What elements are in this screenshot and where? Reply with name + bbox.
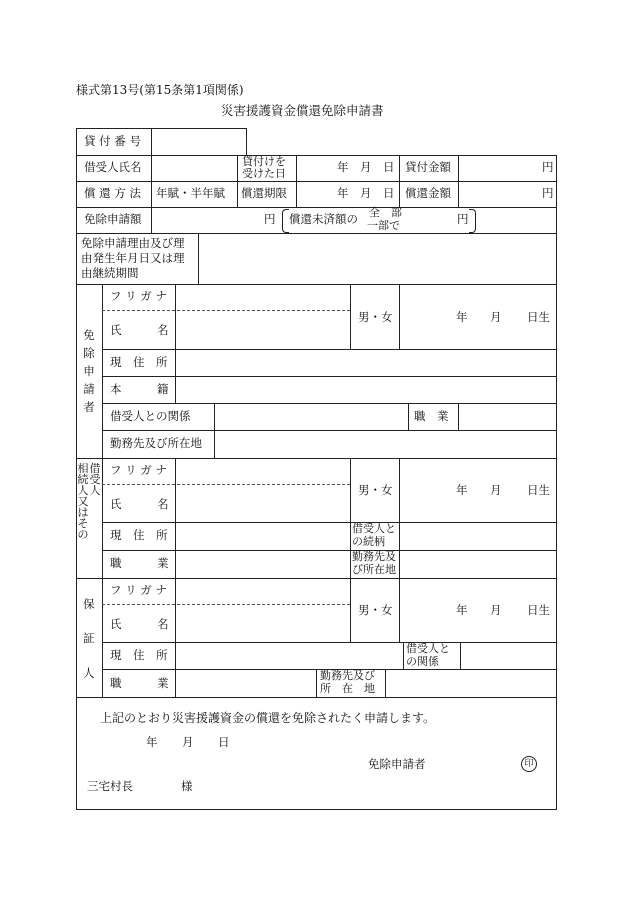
applicant-address-label: 現 住 所	[110, 355, 168, 369]
reason-label-1: 免除申請理由及び理	[81, 236, 185, 250]
repay-deadline-label: 償還期限	[241, 186, 287, 200]
applicant-furigana-label: フ リ ガ ナ	[110, 289, 167, 303]
applicant-relation-label: 借受人との関係	[110, 409, 191, 423]
heir-section-label-col1: 相続人又はその	[77, 462, 89, 541]
guarantor-birth-year: 年	[456, 603, 468, 617]
heir-birth-year: 年	[456, 483, 468, 497]
form-title: 災害援護資金償還免除申請書	[221, 103, 384, 118]
heir-name-label-b: 名	[157, 497, 169, 511]
applicant-domicile-label-a: 本	[110, 382, 122, 396]
heir-workplace-label-2: び所在地	[352, 563, 396, 576]
addressee: 三宅村長	[87, 779, 133, 793]
applicant-name-label-a: 氏	[110, 323, 122, 337]
applicant-occupation-label: 職 業	[414, 409, 449, 423]
bracket-left	[282, 209, 289, 233]
reason-label-3: 由継続期間	[81, 266, 139, 280]
loan-amount-label: 貸付金額	[405, 160, 451, 174]
guarantor-furigana-label: フ リ ガ ナ	[110, 583, 167, 597]
heir-occupation-label-a: 職	[110, 556, 122, 570]
reason-label-2: 由発生年月日又は理	[81, 251, 185, 265]
guarantor-address-label: 現 住 所	[110, 648, 168, 662]
loan-amount-yen: 円	[542, 160, 554, 174]
loan-number-label: 貸 付 番 号	[84, 134, 141, 148]
applicant-birth-month: 月	[490, 310, 502, 324]
guarantor-name-label-b: 名	[157, 617, 169, 631]
form-number: 様式第13号(第15条第1項関係)	[76, 83, 244, 97]
guarantor-section-label-b: 証	[83, 631, 95, 645]
guarantor-name-label-a: 氏	[110, 617, 122, 631]
date-received-label-1: 貸付けを	[242, 155, 286, 168]
heir-address-label: 現 住 所	[110, 528, 168, 542]
date-received-label-2: 受けた日	[242, 167, 286, 180]
guarantor-workplace-label-2: 所 在 地	[320, 682, 375, 695]
heir-name-label-a: 氏	[110, 497, 122, 511]
footer-date-year: 年	[146, 735, 158, 749]
guarantor-occupation-label-b: 業	[157, 676, 169, 690]
applicant-birth-day: 日生	[527, 310, 550, 324]
guarantor-section-label-a: 保	[83, 597, 95, 611]
exemption-amount-yen: 円	[264, 212, 276, 226]
exemption-amount-label: 免除申請額	[84, 212, 142, 226]
footer-date-day: 日	[218, 735, 230, 749]
repay-method-label: 償 還 方 法	[84, 186, 141, 200]
applicant-name-label-b: 名	[157, 323, 169, 337]
applicant-gender: 男・女	[358, 310, 393, 324]
bracket-right	[469, 209, 476, 233]
guarantor-relation-label-1: 借受人と	[406, 642, 450, 655]
guarantor-workplace-label-1: 勤務先及び	[320, 669, 375, 682]
heir-workplace-label-1: 勤務先及	[352, 550, 396, 563]
heir-relation-label-2: の続柄	[352, 535, 385, 548]
unpaid-label: 償還未済額の	[289, 212, 358, 226]
heir-gender: 男・女	[358, 483, 393, 497]
honorific: 様	[181, 779, 193, 793]
repay-method-value: 年賦・半年賦	[156, 186, 225, 200]
guarantor-birth-month: 月	[490, 603, 502, 617]
date-received-ymd: 年 月 日	[337, 160, 395, 174]
heir-furigana-label: フ リ ガ ナ	[110, 463, 167, 477]
repaid-amount-yen: 円	[542, 186, 554, 200]
heir-birth-day: 日生	[527, 483, 550, 497]
seal-mark: 印	[521, 756, 537, 772]
borrower-name-label: 借受人氏名	[84, 160, 142, 174]
repay-deadline-ymd: 年 月 日	[337, 186, 395, 200]
unpaid-yen: 円	[457, 212, 469, 226]
heir-relation-label-1: 借受人と	[352, 522, 396, 535]
heir-birth-month: 月	[490, 483, 502, 497]
applicant-section-label: 免除申請者	[83, 328, 95, 414]
guarantor-relation-label-2: の関係	[406, 655, 439, 668]
unpaid-all: 全 部	[369, 206, 402, 219]
guarantor-section-label-c: 人	[83, 666, 95, 680]
guarantor-gender: 男・女	[358, 603, 393, 617]
applicant-birth-year: 年	[456, 310, 468, 324]
declaration-statement: 上記のとおり災害援護資金の償還を免除されたく申請します。	[100, 711, 436, 725]
footer-applicant-label: 免除申請者	[368, 757, 426, 771]
footer-date-month: 月	[182, 735, 194, 749]
applicant-workplace-label: 勤務先及び所在地	[110, 436, 202, 450]
guarantor-occupation-label-a: 職	[110, 676, 122, 690]
guarantor-birth-day: 日生	[527, 603, 550, 617]
repaid-amount-label: 償還金額	[405, 186, 451, 200]
heir-section-label-col2: 借受人	[89, 462, 101, 497]
applicant-domicile-label-b: 籍	[157, 382, 169, 396]
heir-occupation-label-b: 業	[157, 556, 169, 570]
unpaid-part: 一部で	[367, 219, 400, 232]
